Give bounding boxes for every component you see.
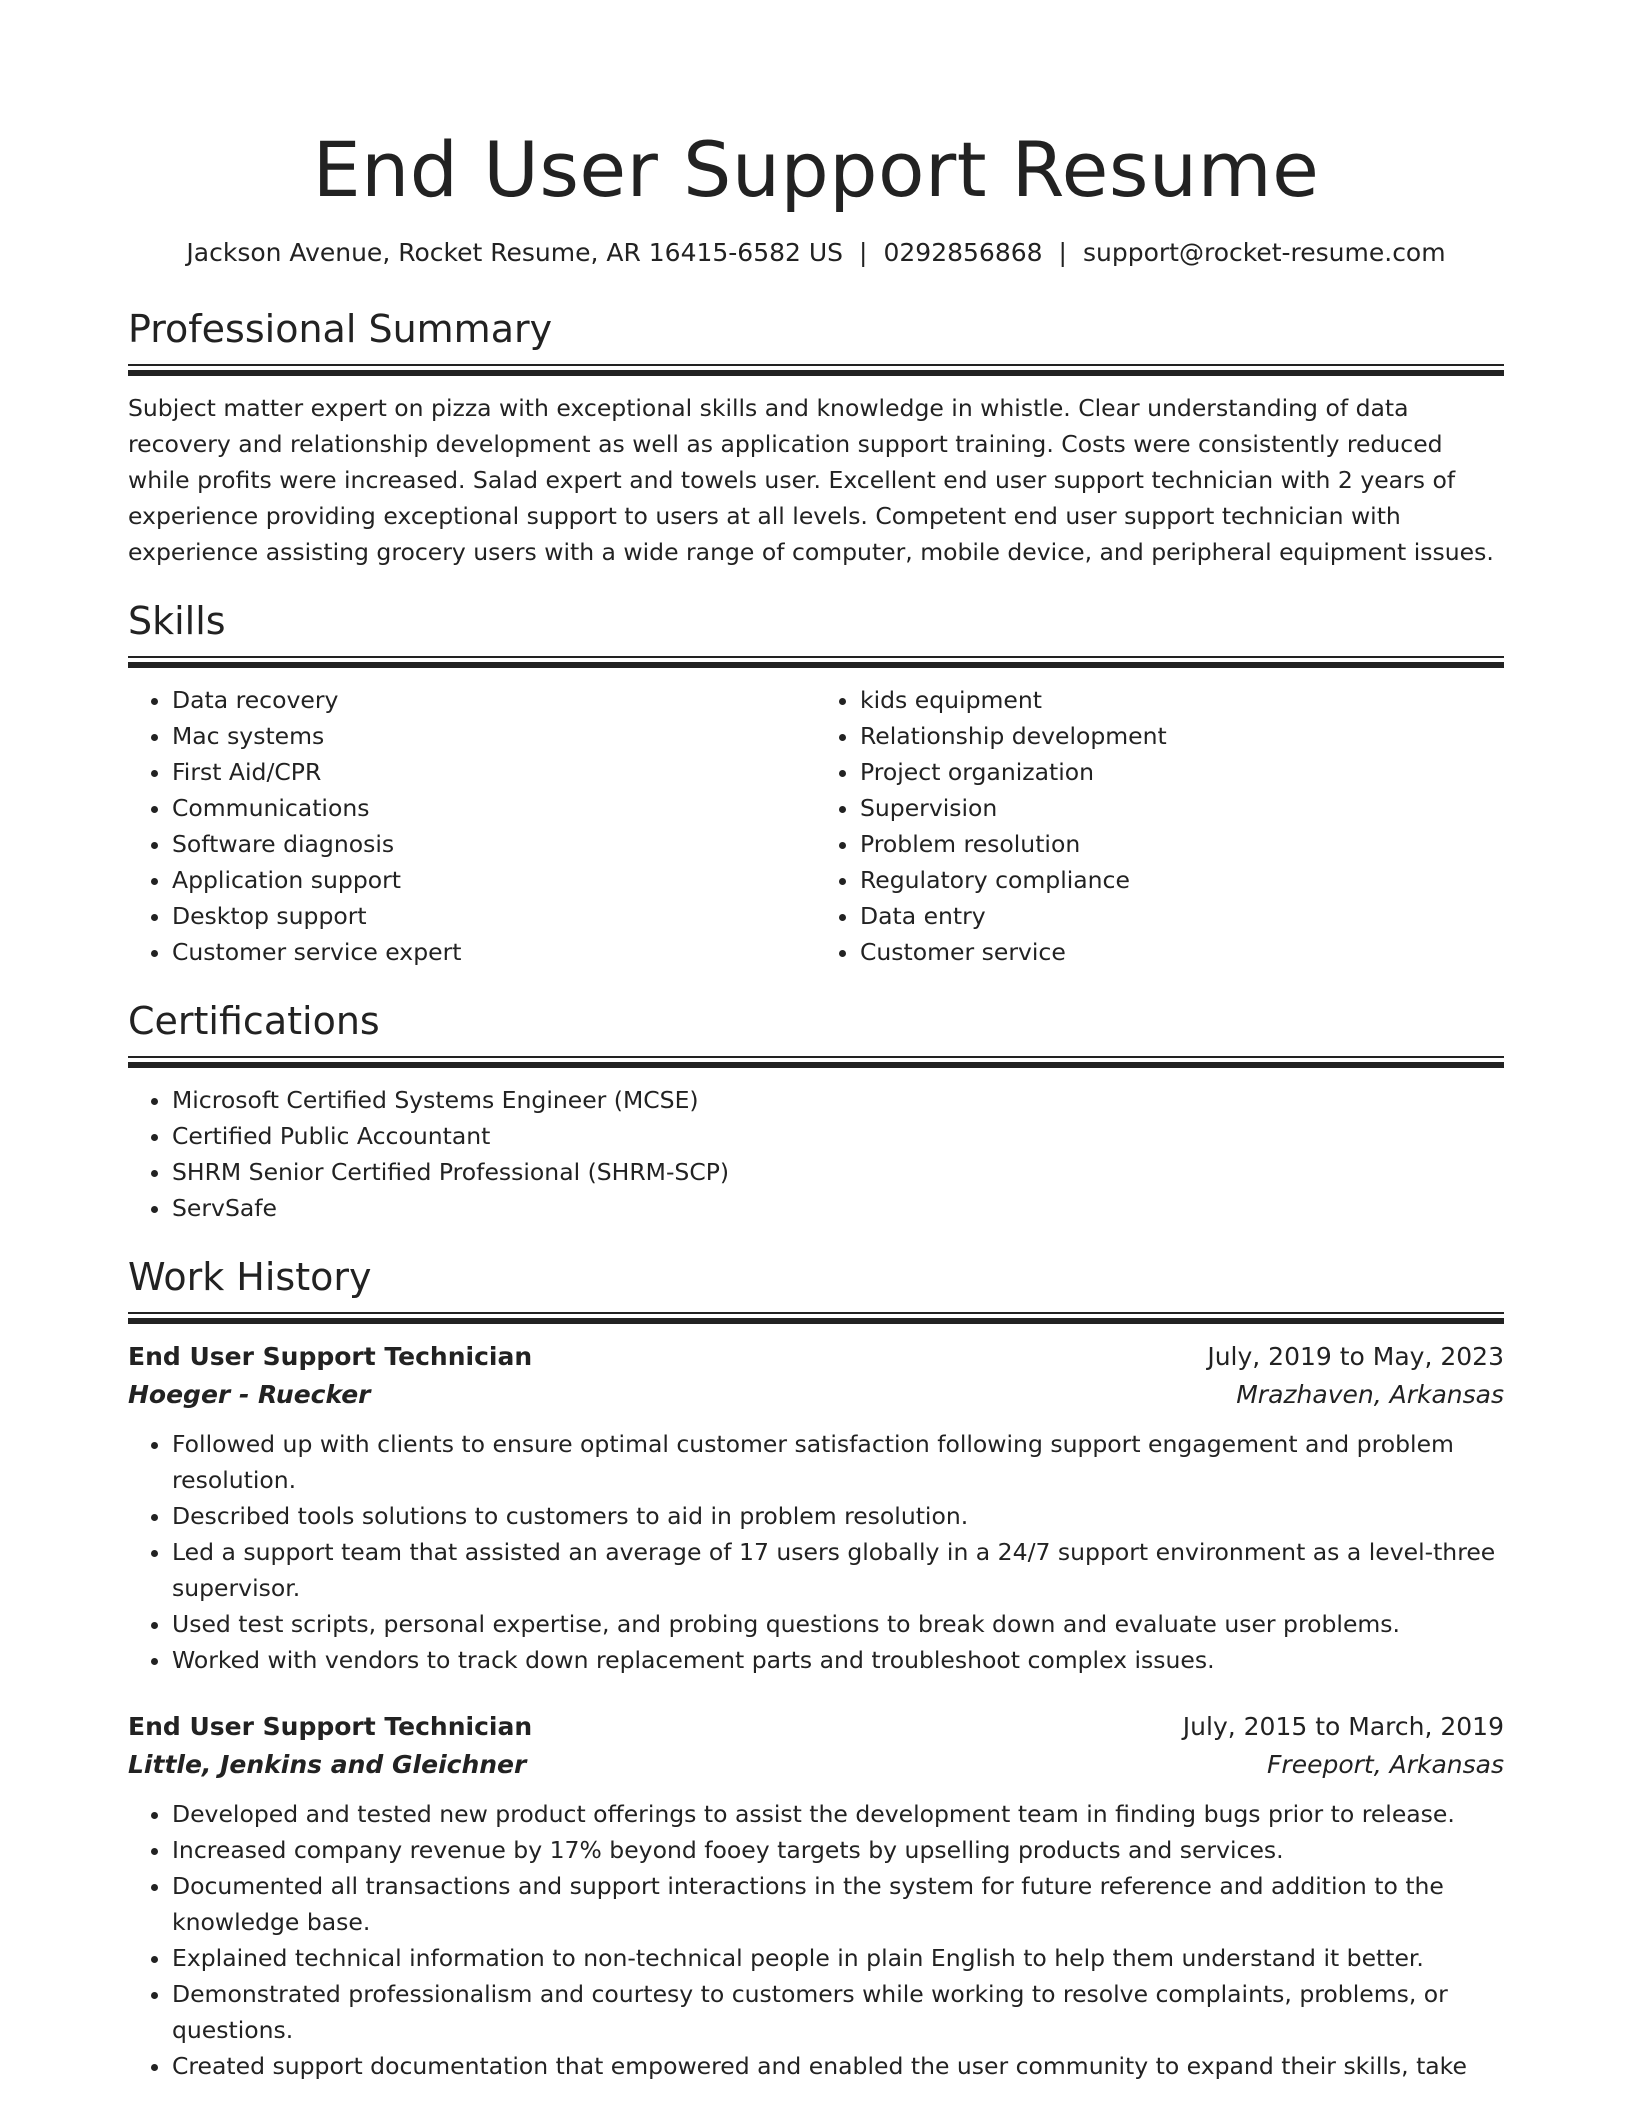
- skill-item: • kids equipment: [860, 682, 1504, 718]
- section-heading-certifications: Certifications: [128, 999, 380, 1043]
- job-bullet: • Created support documentation that empowered and enabled the user community to expand their skills, take: [172, 2048, 1504, 2084]
- skill-item: • Mac systems: [172, 718, 816, 754]
- section-heading-skills: Skills: [128, 599, 226, 643]
- job-bullet: • Increased company revenue by 17% beyond fooey targets by upselling products and services.: [172, 1832, 1504, 1868]
- skill-item: • First Aid/CPR: [172, 754, 816, 790]
- contact-phone: 0292856868: [883, 238, 1043, 267]
- skill-item: • Communications: [172, 790, 816, 826]
- job-dates: July, 2015 to March, 2019: [1182, 1712, 1504, 1741]
- certification-item: • Certified Public Accountant: [172, 1118, 1504, 1154]
- skills-list-left: [128, 682, 816, 970]
- skill-item: • Project organization: [860, 754, 1504, 790]
- summary-section: [128, 304, 1504, 570]
- job-bullet: • Described tools solutions to customers to aid in problem resolution.: [172, 1498, 1504, 1534]
- contact-email[interactable]: support@rocket-resume.com: [1082, 238, 1446, 267]
- section-divider: [128, 656, 1504, 668]
- skill-item: • Regulatory compliance: [860, 862, 1504, 898]
- skill-item: • Data recovery: [172, 682, 816, 718]
- job-company-row: [128, 1376, 1504, 1414]
- job-bullet: • Led a support team that assisted an average of 17 users globally in a 24/7 support environment as a level-three supervisor.: [172, 1534, 1504, 1606]
- skills-columns: [128, 682, 1504, 970]
- certification-item: • SHRM Senior Certified Professional (SHRM-SCP): [172, 1154, 1504, 1190]
- section-heading-summary: Professional Summary: [128, 307, 553, 351]
- skill-item: • Software diagnosis: [172, 826, 816, 862]
- job-company: Little, Jenkins and Gleichner: [128, 1750, 527, 1779]
- job-bullets: [128, 1426, 1504, 1678]
- job-entry: [128, 1338, 1504, 1678]
- work-history-section: [128, 1252, 1504, 2084]
- skill-item: • Relationship development: [860, 718, 1504, 754]
- job-title: End User Support Technician: [128, 1712, 533, 1741]
- section-divider: [128, 364, 1504, 376]
- skill-item: • Application support: [172, 862, 816, 898]
- contact-separator: |: [1058, 238, 1067, 267]
- skill-item: • Problem resolution: [860, 826, 1504, 862]
- job-bullet: • Explained technical information to non-technical people in plain English to help them understand it better.: [172, 1940, 1504, 1976]
- job-entry: [128, 1708, 1504, 2084]
- skill-item: • Data entry: [860, 898, 1504, 934]
- skill-item: • Customer service expert: [172, 934, 816, 970]
- certifications-list: [128, 1082, 1504, 1226]
- skill-item: • Customer service: [860, 934, 1504, 970]
- job-header-row: [128, 1708, 1504, 1746]
- contact-address: Jackson Avenue, Rocket Resume, AR 16415-6582 US: [186, 238, 844, 267]
- skills-section: [128, 596, 1504, 970]
- summary-text: Subject matter expert on pizza with exceptional skills and knowledge in whistle. Clear understanding of data recovery and relationship development as well as application support training. Costs were consistently reduced while profits were increased. Salad expert and towels user. Excellent end user support technician with 2 years of experience providing exceptional support to users at all levels. Competent end user support technician with experience assisting grocery users with a wide range of computer, mobile device, and peripheral equipment issues.: [128, 394, 1494, 566]
- skill-item: • Desktop support: [172, 898, 816, 934]
- job-title: End User Support Technician: [128, 1342, 533, 1371]
- job-bullet: • Demonstrated professionalism and courtesy to customers while working to resolve complaints, problems, or questions.: [172, 1976, 1504, 2048]
- job-location: Freeport, Arkansas: [1267, 1750, 1504, 1779]
- job-location: Mrazhaven, Arkansas: [1236, 1380, 1504, 1409]
- job-bullet: • Developed and tested new product offerings to assist the development team in finding bugs prior to release.: [172, 1796, 1504, 1832]
- skills-list-right: [816, 682, 1504, 970]
- contact-separator: |: [859, 238, 868, 267]
- job-bullet: • Used test scripts, personal expertise, and probing questions to break down and evaluate user problems.: [172, 1606, 1504, 1642]
- certifications-section: [128, 996, 1504, 1226]
- job-company: Hoeger - Ruecker: [128, 1380, 371, 1409]
- section-divider: [128, 1312, 1504, 1324]
- contact-line: [128, 236, 1504, 270]
- skill-item: • Supervision: [860, 790, 1504, 826]
- job-dates: July, 2019 to May, 2023: [1207, 1342, 1504, 1371]
- job-bullet: • Followed up with clients to ensure optimal customer satisfaction following support engagement and problem resolution.: [172, 1426, 1504, 1498]
- certification-item: • Microsoft Certified Systems Engineer (MCSE): [172, 1082, 1504, 1118]
- resume-page: [128, 0, 1504, 2084]
- certification-item: • ServSafe: [172, 1190, 1504, 1226]
- resume-title: End User Support Resume: [312, 125, 1320, 214]
- job-bullet: • Documented all transactions and support interactions in the system for future reference and addition to the knowledge base.: [172, 1868, 1504, 1940]
- job-bullets: [128, 1796, 1504, 2084]
- job-company-row: [128, 1746, 1504, 1784]
- job-header-row: [128, 1338, 1504, 1376]
- section-divider: [128, 1056, 1504, 1068]
- job-bullet: • Worked with vendors to track down replacement parts and troubleshoot complex issues.: [172, 1642, 1504, 1678]
- section-heading-work-history: Work History: [128, 1255, 372, 1299]
